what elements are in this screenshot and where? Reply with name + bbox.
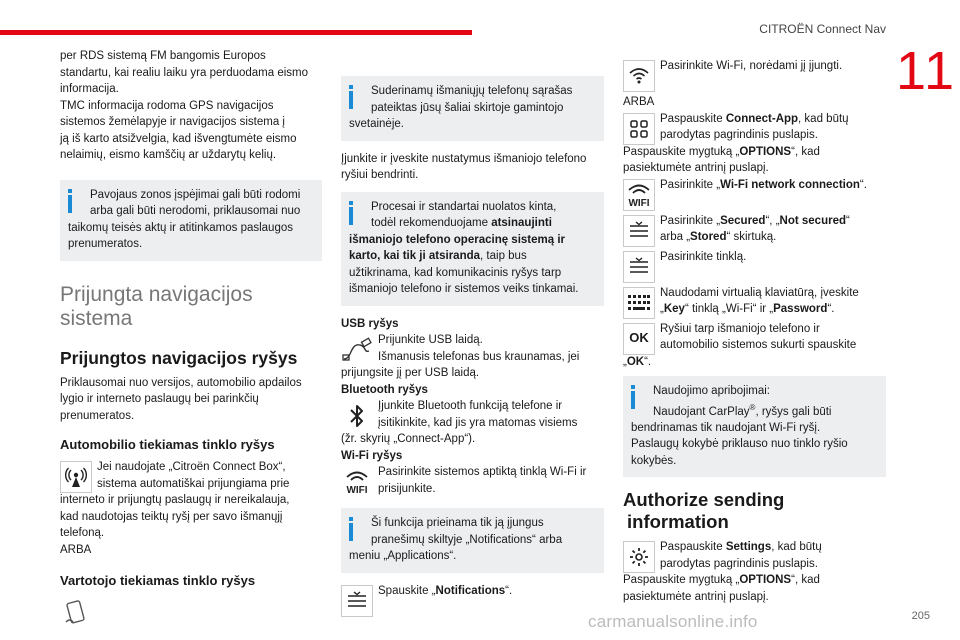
select-network-step: Pasirinkite tinklą. — [623, 249, 886, 285]
ok-icon: OK — [623, 323, 655, 355]
tabs-icon — [623, 215, 655, 247]
settings-step: Paspauskite Settings, kad būtų parodytas pagrindinis puslapis. Paspauskite mygtuką „OPTIONS“, kad pasiektumėte antrinį puslapį. — [623, 541, 822, 603]
notifications-menu-icon — [341, 585, 373, 617]
info-icon — [349, 201, 353, 225]
keyboard-step: Naudodami virtualią klaviatūrą, įveskite „Key“ tinklą „Wi-Fi“ ir „Password“. — [623, 285, 886, 321]
subsection-title: Prijungtos navigacijos ryšys — [60, 347, 298, 368]
network-list-icon — [623, 251, 655, 283]
intro-paragraph: per RDS sistemą FM bangomis Europos standartu, kai realiu laiku yra perduodama eismo informacija. TMC informacija rodoma GPS navigacijos sistemos žemėlapyje ir navigacijos sistema į ją iš karto atsižvelgia, kad išvengtumėte eismo nelaimių, eismo kamščių ar uždarytų kelių. — [60, 50, 309, 161]
bluetooth-icon — [341, 400, 373, 432]
column-1 — [60, 48, 322, 627]
heading-vehicle-network: Automobilio tiekiamas tinklo ryšys — [60, 437, 275, 452]
header-brand: CITROËN Connect Nav — [759, 22, 886, 36]
wifi-icon — [341, 466, 373, 498]
watermark: carmanualsonline.info — [588, 612, 758, 631]
page-number: 205 — [911, 610, 930, 622]
arba-label: ARBA — [623, 96, 655, 108]
security-tab-step: Pasirinkite „Secured“, „Not secured“ arba „Stored“ skirtuką. — [623, 213, 886, 249]
info-icon — [349, 85, 353, 109]
smartphone-icon — [60, 597, 92, 629]
section-title: Prijungta navigacijos sistema — [60, 282, 253, 330]
usb-connection: USB ryšys Prijunkite USB laidą. Išmanusis telefonas bus kraunamas, jei prijungsite jį per USB laidą. — [341, 317, 580, 379]
info-icon — [349, 517, 353, 541]
authorize-title: Authorize sending information — [623, 489, 785, 533]
wifi-label: Wi-Fi ryšys — [341, 449, 403, 462]
info-icon — [68, 189, 72, 213]
wifi-enable-step: Pasirinkite Wi-Fi, norėdami jį įjungti. — [623, 58, 886, 94]
ok-step: OK Ryšiui tarp išmaniojo telefono ir automobilio sistemos sukurti spauskite „OK“. — [623, 322, 857, 368]
chapter-number: 11 — [896, 41, 957, 101]
connect-app-icon — [623, 113, 655, 145]
connect-box-icon — [60, 461, 92, 493]
header-accent-bar — [0, 30, 472, 35]
sharing-paragraph: Įjunkite ir įveskite nustatymus išmaniojo telefono ryšiui bendrinti. — [341, 152, 587, 181]
connect-app-step: Paspauskite Connect-App, kad būtų parodytas pagrindinis puslapis. Paspauskite mygtuką „OPTIONS“, kad pasiektumėte antrinį puslapį. — [623, 112, 849, 174]
wifi-network-icon — [623, 179, 655, 211]
column-2 — [341, 48, 604, 619]
keyboard-icon — [623, 287, 655, 319]
usb-cable-icon — [341, 334, 373, 366]
column-3 — [623, 48, 886, 605]
usb-label: USB ryšys — [341, 317, 399, 330]
svg-text:WIFI: WIFI — [346, 485, 368, 495]
heading-user-network: Vartotojo tiekiamas tinklo ryšys — [60, 573, 256, 588]
info-box-compatible-phones: Suderinamų išmaniųjų telefonų sąrašas pateiktas jūsų šaliai skirtoje gamintojo svetainėje. — [341, 76, 604, 141]
wifi-connection: Wi-Fi ryšys WIFI Pasirinkite sistemos aptiktą tinklą Wi-Fi ir prisijunkite. — [341, 448, 604, 501]
wifi-network-step: WIFI Pasirinkite „Wi-Fi network connection“. — [623, 177, 886, 213]
arba-label: ARBA — [60, 543, 92, 556]
vehicle-connection-step: Jei naudojate „Citroën Connect Box“, sistema automatiškai prijungiama prie interneto ir prijungtų paslaugų ir nereikalauja, kad naudotojas teiktų ryšį per savo išmanųjį telefoną. ARBA — [60, 461, 290, 556]
settings-gear-icon — [623, 541, 655, 573]
bluetooth-label: Bluetooth ryšys — [341, 383, 428, 396]
wifi-toggle-icon — [623, 60, 655, 92]
subsection-text: Priklausomai nuo versijos, automobilio apdailos lygio ir interneto paslaugų bei parinkčių prenumeratos. — [60, 376, 302, 422]
info-box-danger-zones: Pavojaus zonos įspėjimai gali būti rodomi arba gali būti nerodomi, priklausomai nuo taikomų teisės aktų ir atitinkamos paslaugos prenumeratos. — [60, 180, 322, 261]
info-icon — [631, 385, 635, 409]
info-box-notifications: Ši funkcija prieinama tik ją įjungus pranešimų skiltyje „Notifications“ arba meniu „Applications“. — [341, 508, 604, 573]
info-box-update-os: Procesai ir standartai nuolatos kinta, todėl rekomenduojame atsinaujinti išmaniojo telefono operacinę sistemą ir karto, kai tik ji atsiranda, taip bus užtikrinama, kad komunikacinis ryšys tarp išmaniojo telefono ir sistemos veiks tinkamai. — [341, 192, 604, 306]
notifications-step: Spauskite „Notifications“. — [341, 583, 604, 619]
bluetooth-connection: Bluetooth ryšys Įjunkite Bluetooth funkciją telefone ir įsitikinkite, kad jis yra matomas visiems (žr. skyrių „Connect-App“). — [341, 383, 578, 445]
svg-text:WIFI: WIFI — [628, 197, 650, 208]
info-box-usage-limits: Naudojimo apribojimai: Naudojant CarPlay®, ryšys gali būti bendrinamas tik naudojant Wi-Fi ryšį. Paslaugų kokybė priklauso nuo tinklo ryšio kokybės. — [623, 376, 886, 477]
